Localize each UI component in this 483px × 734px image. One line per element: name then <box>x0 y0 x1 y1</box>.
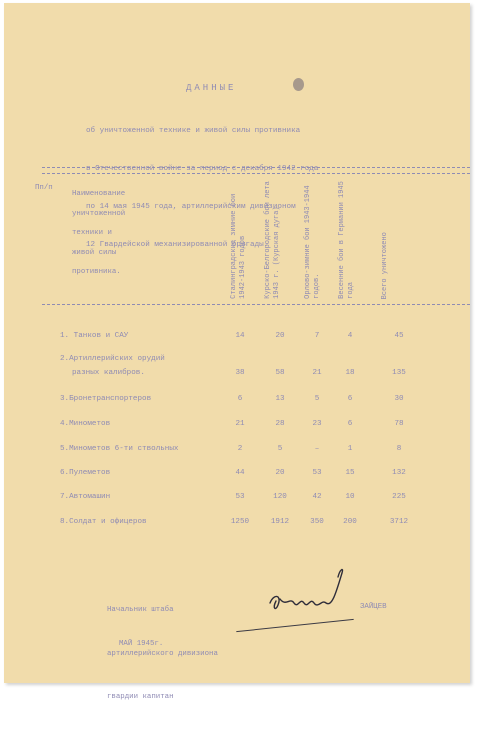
cell: 20 <box>275 332 285 340</box>
document-sheet <box>4 3 470 701</box>
cell: 44 <box>235 469 245 477</box>
cell: 53 <box>235 493 245 501</box>
row-label: 1. Танков и САУ <box>60 332 129 340</box>
subtitle-line: об уничтоженной технике и живой силы противника <box>86 127 301 136</box>
subtitle-line: в Отечественной войне за период с декабря 1942 года <box>86 164 319 173</box>
row-label-continued: разных калибров. <box>72 369 145 377</box>
table-row <box>4 469 470 481</box>
cell: 6 <box>237 395 243 403</box>
column-header-stalingrad: Сталинградские зимние бои 1942-1943 годов <box>230 193 248 299</box>
row-label: 7.Автомашин <box>60 493 111 501</box>
column-header-germany: Весенние бои в Германии 1945 года <box>338 181 356 299</box>
document-title: ДАННЫЕ <box>186 83 237 93</box>
name-header-line: живой силы <box>72 248 117 257</box>
column-header-total: Всего уничтожено <box>381 231 389 299</box>
cell: 23 <box>312 420 322 428</box>
cell: 6 <box>347 395 353 403</box>
name-header-line: уничтоженной <box>72 209 126 218</box>
cell: 30 <box>394 395 404 403</box>
cell: 1250 <box>230 518 250 526</box>
cell: 132 <box>392 469 406 477</box>
cell: 21 <box>235 420 245 428</box>
cell: 3712 <box>389 518 409 526</box>
signatory-line: артиллерийского дивизиона <box>107 649 218 658</box>
cell: 350 <box>310 518 324 526</box>
name-header-line: техники и <box>72 229 112 238</box>
name-header-line: противника. <box>72 268 121 277</box>
handwritten-signature <box>262 563 358 623</box>
cell: 5 <box>314 395 320 403</box>
cell: 15 <box>345 469 355 477</box>
cell: 18 <box>345 369 355 377</box>
num-column-header: Пп/п <box>35 184 53 192</box>
cell: 7 <box>314 332 320 340</box>
cell: 1912 <box>270 518 290 526</box>
signatory-name: ЗАЙЦЕВ <box>360 603 387 611</box>
cell: 1 <box>347 445 353 453</box>
table-row <box>4 355 470 367</box>
subtitle-line: 12 Гвардейской механизированной бригады. <box>86 240 269 249</box>
table-row <box>4 518 470 530</box>
cell: 28 <box>275 420 285 428</box>
cell: 4 <box>347 332 353 340</box>
header-bottom-rule <box>42 304 470 305</box>
cell: 6 <box>347 420 353 428</box>
cell: 21 <box>312 369 322 377</box>
column-header-orel: Орлово-зимние бои 1943-1944 годов. <box>304 185 322 299</box>
table-row <box>4 420 470 432</box>
table-row <box>4 369 470 381</box>
cell: 8 <box>396 445 402 453</box>
table-top-rule-2 <box>42 173 470 174</box>
cell: 45 <box>394 332 404 340</box>
cell: 5 <box>277 445 283 453</box>
cell: 2 <box>237 445 243 453</box>
cell: 58 <box>275 369 285 377</box>
cell: 13 <box>275 395 285 403</box>
cell: 78 <box>394 420 404 428</box>
cell: 10 <box>345 493 355 501</box>
signatory-line: Начальник штаба <box>107 606 174 614</box>
ink-blot <box>293 78 304 91</box>
cell: 53 <box>312 469 322 477</box>
row-label: 4.Минометов <box>60 420 111 428</box>
cell: 120 <box>273 493 287 501</box>
column-header-kursk: Курско-Белгородские бои лета 1943 г. (Курская дуга) <box>264 181 282 299</box>
cell: 225 <box>392 493 406 501</box>
document-date: МАЙ 1945г. <box>119 640 164 648</box>
cell: – <box>314 445 320 453</box>
cell: 135 <box>392 369 406 377</box>
cell: 200 <box>343 518 357 526</box>
subtitle-line: по 14 мая 1945 года, артиллерийским дивизионом <box>86 202 296 211</box>
table-row <box>4 332 470 344</box>
row-label: 3.Бронетранспортеров <box>60 395 152 403</box>
row-label: 2.Артиллерийских орудий <box>60 355 165 363</box>
cell: 42 <box>312 493 322 501</box>
table-row <box>4 445 470 457</box>
signatory-line: гвардии капитан <box>107 693 174 701</box>
signatory-block <box>107 574 218 734</box>
table-row <box>4 493 470 505</box>
row-label: 5.Минометов 6-ти ствольных <box>60 445 179 453</box>
table-row <box>4 395 470 407</box>
table-top-rule <box>42 167 470 168</box>
cell: 38 <box>235 369 245 377</box>
row-label: 6.Пулеметов <box>60 469 111 477</box>
cell: 20 <box>275 469 285 477</box>
name-column-header <box>72 185 125 283</box>
cell: 14 <box>235 332 245 340</box>
row-label: 8.Солдат и офицеров <box>60 518 147 526</box>
name-header-line: Наименование <box>72 190 126 198</box>
